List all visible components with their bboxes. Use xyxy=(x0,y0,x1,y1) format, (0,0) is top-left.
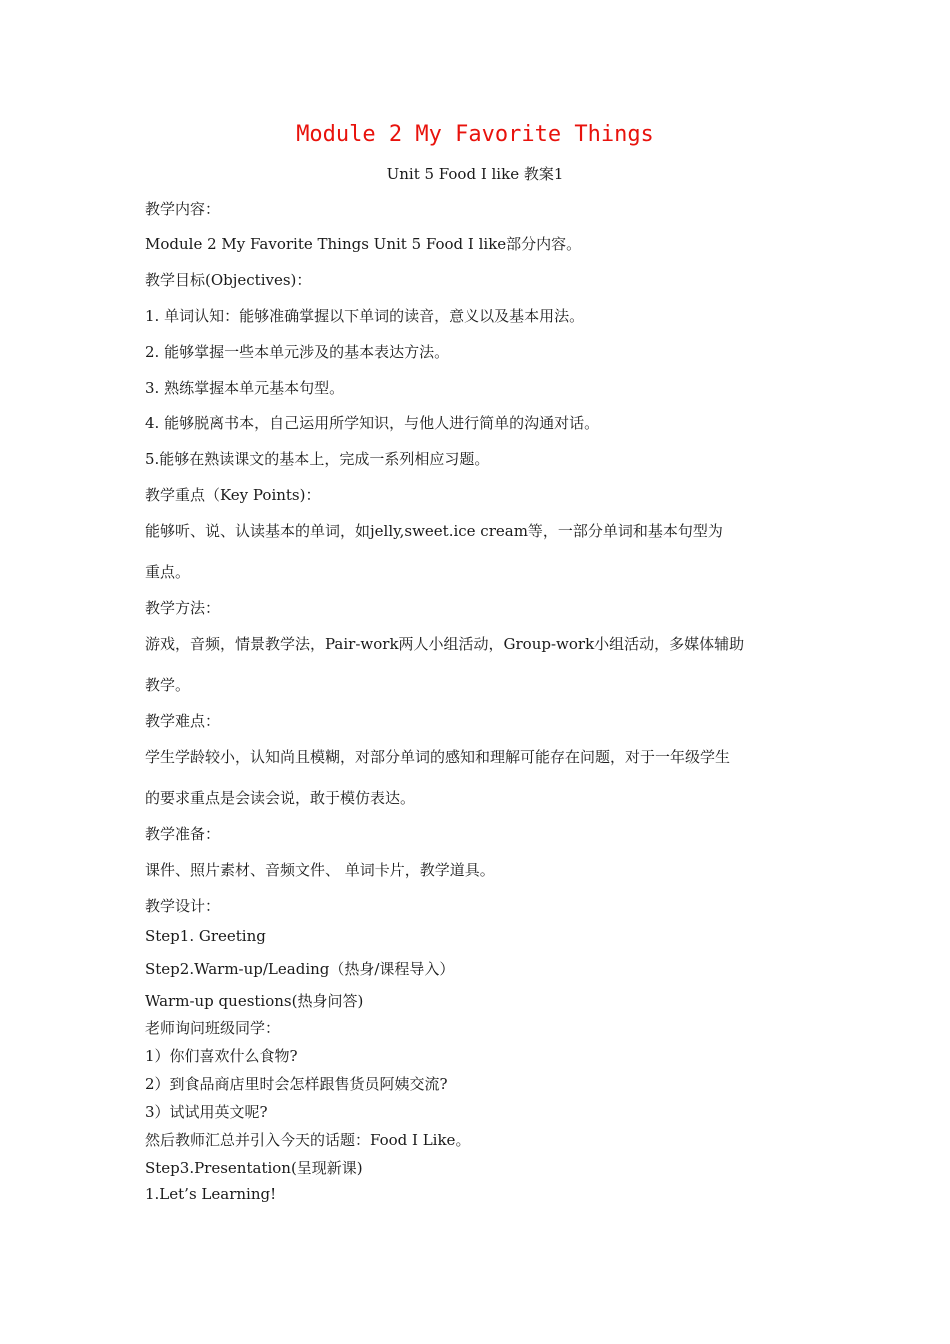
section-heading-content: 教学内容： xyxy=(145,200,221,218)
step-2: Step2.Warm-up/Leading（热身/课程导入） xyxy=(145,960,455,978)
topic-intro: 然后教师汇总并引入今天的话题：Food I Like。 xyxy=(145,1131,471,1149)
content-text: Module 2 My Favorite Things Unit 5 Food I like部分内容。 xyxy=(145,235,582,253)
lets-learning: 1.Let’s Learning! xyxy=(145,1185,277,1203)
difficulties-text-line-2: 的要求重点是会读会说，敢于模仿表达。 xyxy=(145,789,416,807)
objective-item-5: 5.能够在熟读课文的基本上，完成一系列相应习题。 xyxy=(145,450,490,468)
section-heading-design: 教学设计： xyxy=(145,897,221,915)
teacher-asks: 老师询问班级同学： xyxy=(145,1019,281,1037)
key-points-text-line-2: 重点。 xyxy=(145,563,191,581)
objective-item-2: 2. 能够掌握一些本单元涉及的基本表达方法。 xyxy=(145,343,450,361)
section-heading-key-points: 教学重点（Key Points)： xyxy=(145,486,321,504)
question-1: 1）你们喜欢什么食物? xyxy=(145,1047,298,1065)
question-3: 3）试试用英文呢? xyxy=(145,1103,268,1121)
document-subtitle: Unit 5 Food I like 教案1 xyxy=(386,165,564,183)
preparation-text: 课件、照片素材、音频文件、 单词卡片，教学道具。 xyxy=(145,861,495,879)
section-heading-difficulties: 教学难点： xyxy=(145,712,221,730)
objective-item-1: 1. 单词认知：能够准确掌握以下单词的读音，意义以及基本用法。 xyxy=(145,307,585,325)
section-heading-objectives: 教学目标(Objectives)： xyxy=(145,271,312,289)
objective-item-3: 3. 熟练掌握本单元基本句型。 xyxy=(145,379,345,397)
step-1: Step1. Greeting xyxy=(145,927,266,945)
key-points-text-line-1: 能够听、说、认读基本的单词，如jelly,sweet.ice cream等，一部分单词和基本句型为 xyxy=(145,522,723,540)
step-3: Step3.Presentation(呈现新课) xyxy=(145,1159,363,1177)
document-title: Module 2 My Favorite Things xyxy=(296,122,654,147)
question-2: 2）到食品商店里时会怎样跟售货员阿姨交流? xyxy=(145,1075,448,1093)
methods-text-line-2: 教学。 xyxy=(145,676,191,694)
methods-text-line-1: 游戏，音频，情景教学法，Pair-work两人小组活动，Group-work小组活动，多媒体辅助 xyxy=(145,635,745,653)
section-heading-methods: 教学方法： xyxy=(145,599,221,617)
objective-item-4: 4. 能够脱离书本，自己运用所学知识，与他人进行简单的沟通对话。 xyxy=(145,414,600,432)
section-heading-preparation: 教学准备： xyxy=(145,825,221,843)
difficulties-text-line-1: 学生学龄较小，认知尚且模糊，对部分单词的感知和理解可能存在问题，对于一年级学生 xyxy=(145,748,731,766)
warm-up-questions: Warm-up questions(热身问答) xyxy=(145,992,364,1010)
